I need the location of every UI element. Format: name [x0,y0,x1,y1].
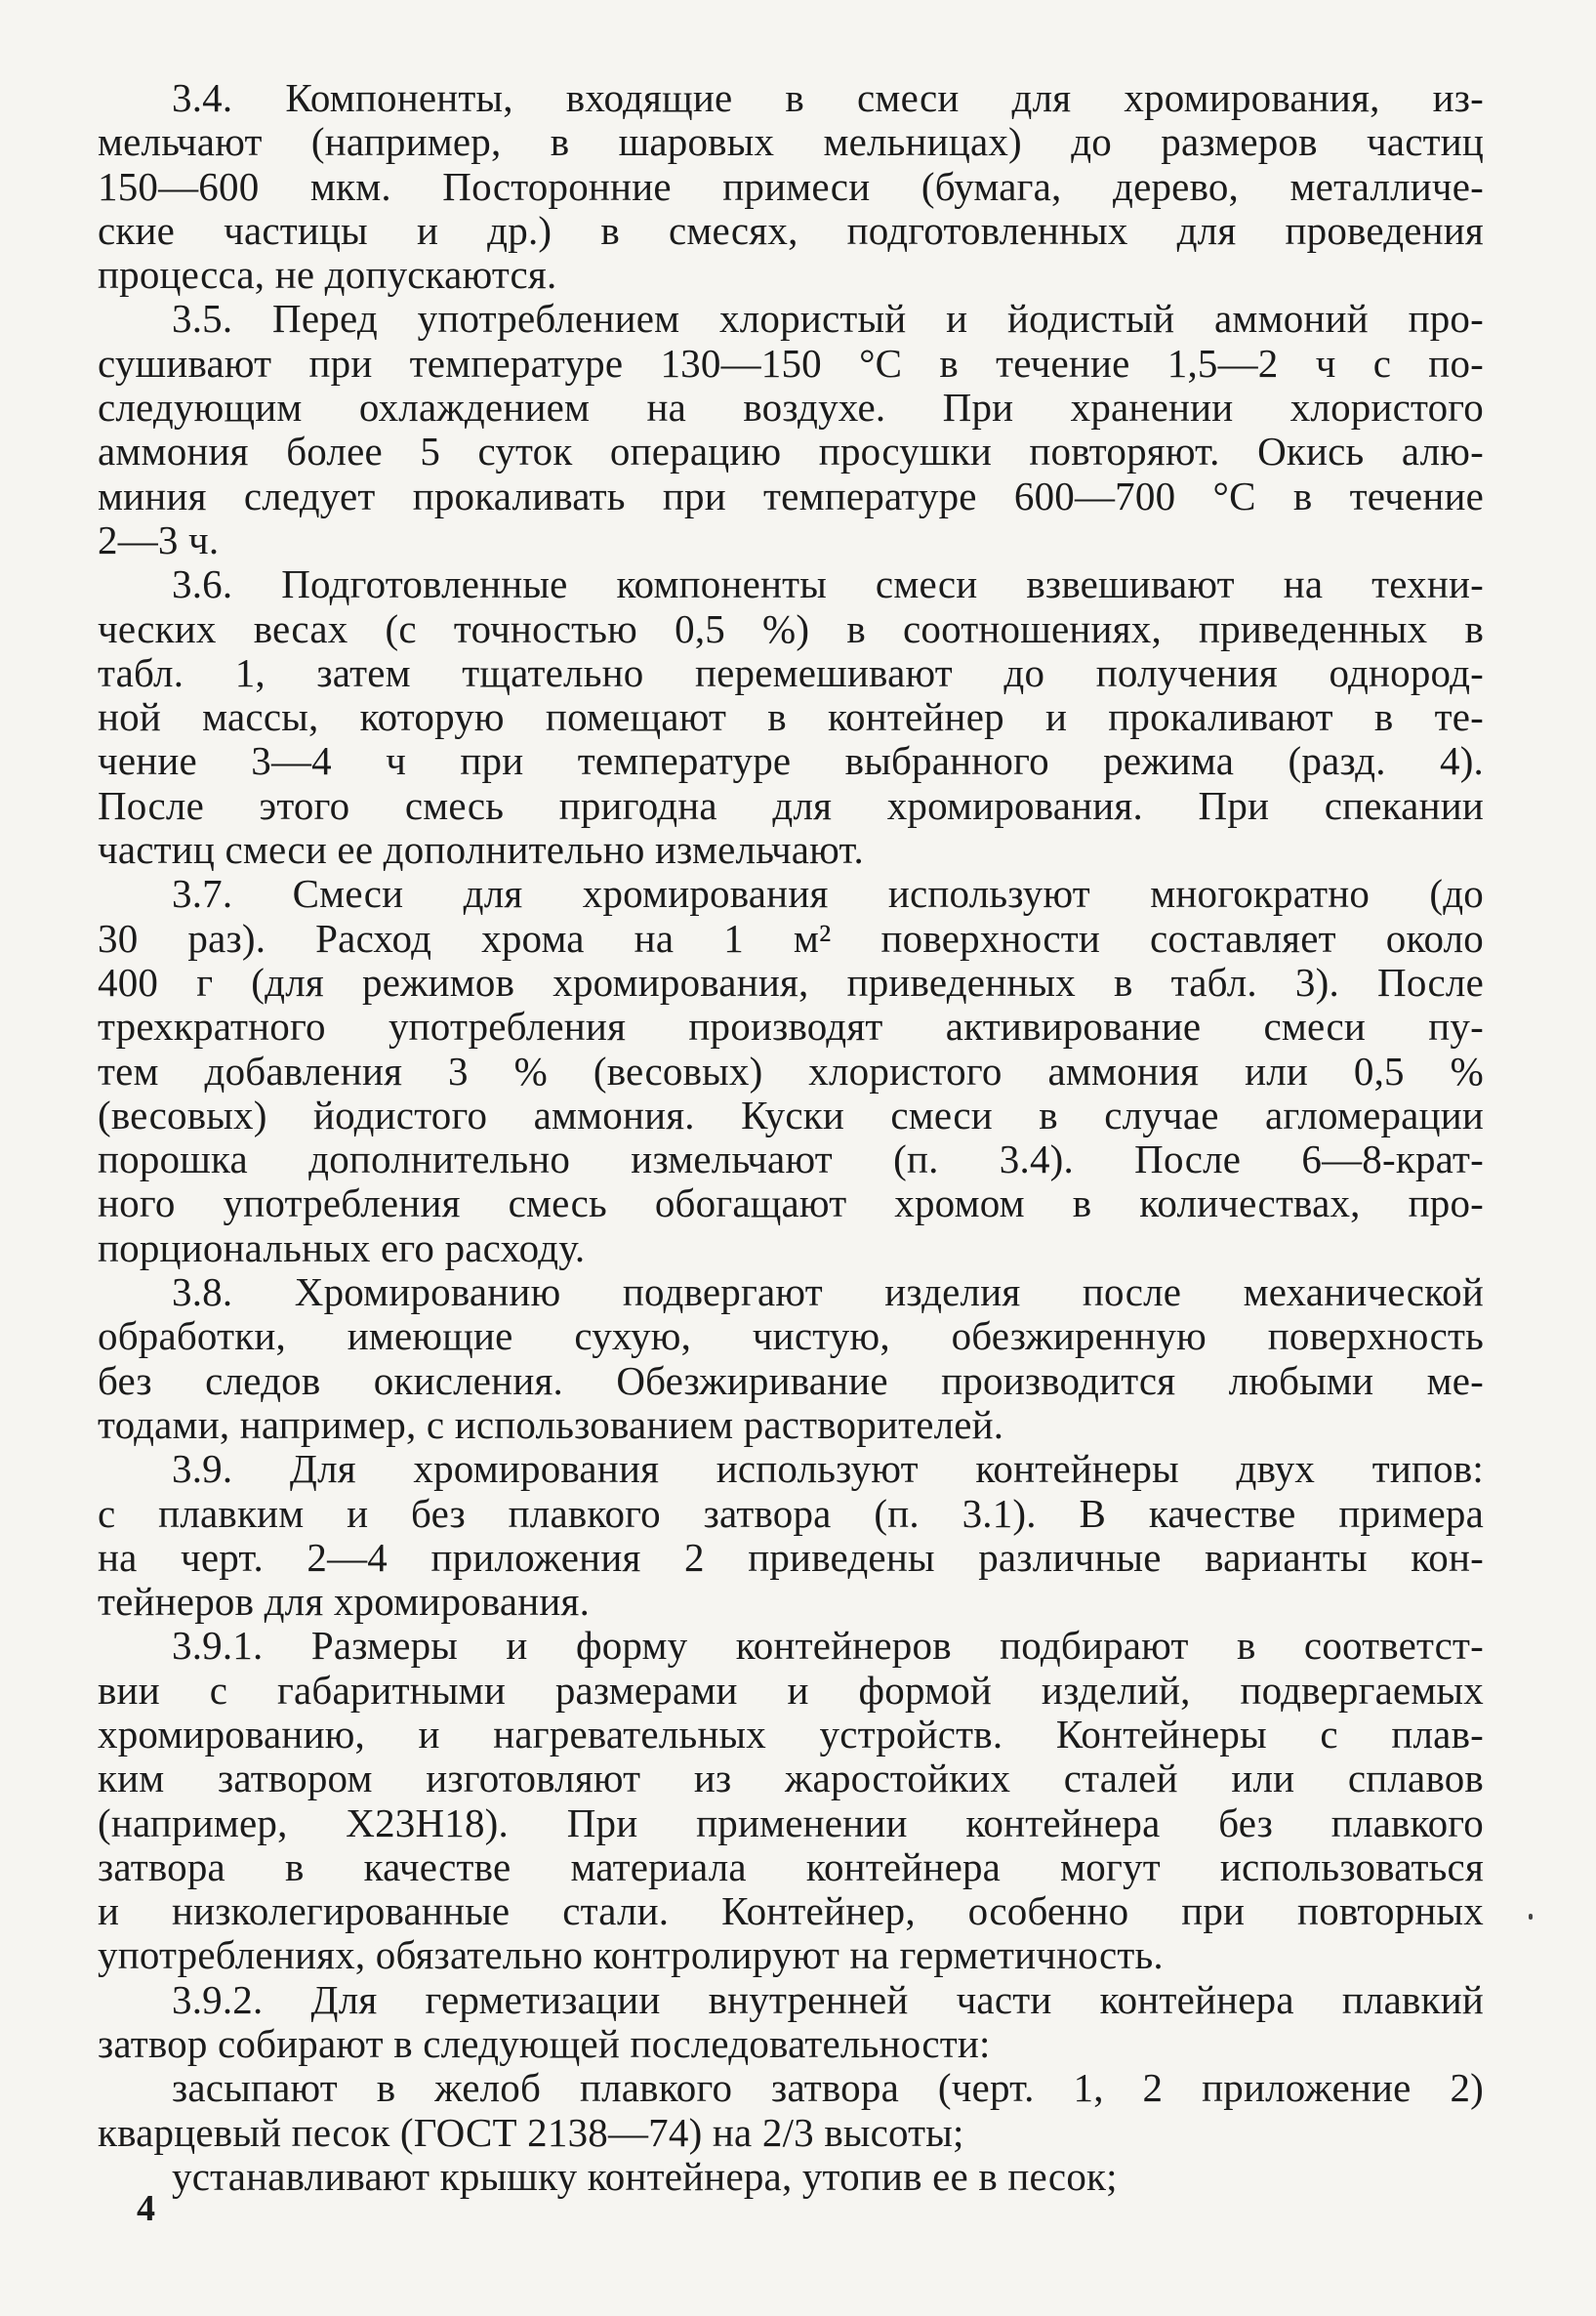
paragraph-3-6 [98,562,1484,872]
text-line: (например, Х23Н18). При применении контейнера без плавкого [98,1799,1484,1845]
text-line: сушивают при температуре 130—150 °С в течение 1,5—2 ч с по- [98,340,1484,386]
paragraph-3-9-2 [98,1978,1484,2067]
text-line: миния следует прокаливать при температуре 600—700 °С в течение [98,473,1484,518]
text-line: и низколегированные стали. Контейнер, особенно при повторных [98,1888,1484,1934]
paragraph-3-9 [98,1447,1484,1624]
procedure-step-2 [98,2155,1484,2199]
scan-speck [1529,1914,1533,1920]
text-line: засыпают в желоб плавкого затвора (черт. 1, 2 приложение 2) [172,2065,1484,2111]
text-line: процесса, не допускаются. [98,252,557,298]
paragraph-3-4 [98,76,1484,297]
procedure-step-1 [98,2066,1484,2155]
text-line: тейнеров для хромирования. [98,1579,591,1625]
text-line: 150—600 мкм. Посторонние примеси (бумага, дерево, металличе- [98,163,1484,209]
text-line: 400 г (для режимов хромирования, приведенных в табл. 3). После [98,959,1484,1005]
text-line: мельчают (например, в шаровых мельницах) до размеров частиц [98,119,1484,165]
text-line: порциональных его расходу. [98,1224,586,1270]
text-line: затвора в качестве материала контейнера могут использоваться [98,1843,1484,1889]
text-line: ким затвором изготовляют из жаростойких сталей или сплавов [98,1756,1484,1801]
text-line: тодами, например, с использованием растворителей. [98,1401,1004,1447]
text-line: 3.4. Компоненты, входящие в смеси для хромирования, из- [172,75,1484,120]
text-line: аммония более 5 суток операцию просушки повторяют. Окись алю- [98,429,1484,475]
text-line: ного употребления смесь обогащают хромом в количествах, про- [98,1180,1484,1226]
text-line: (весовых) йодистого аммония. Куски смеси в случае агломерации [98,1092,1484,1137]
text-line: ной массы, которую помещают в контейнер и прокаливают в те- [98,694,1484,740]
text-line: тем добавления 3 % (весовых) хлористого аммония или 0,5 % [98,1048,1484,1094]
text-line: устанавливают крышку контейнера, утопив ее в песок; [172,2153,1118,2199]
paragraph-3-7 [98,872,1484,1270]
text-line: 2—3 ч. [98,517,220,562]
text-line: 30 раз). Расход хрома на 1 м² поверхности составляет около [98,915,1484,961]
page-text [98,76,1484,2199]
text-line: табл. 1, затем тщательно перемешивают до получения однород- [98,649,1484,695]
text-line: обработки, имеющие сухую, чистую, обезжиренную поверхность [98,1313,1484,1359]
text-line: 3.8. Хромированию подвергают изделия после механической [172,1269,1484,1315]
text-line: 3.5. Перед употреблением хлористый и йодистый аммоний про- [172,296,1484,342]
text-line: следующим охлаждением на воздухе. При хранении хлористого [98,385,1484,431]
text-line: 3.9. Для хромирования используют контейнеры двух типов: [172,1446,1484,1492]
paragraph-3-8 [98,1270,1484,1447]
text-line: без следов окисления. Обезжиривание производится любыми ме- [98,1357,1484,1403]
text-line: на черт. 2—4 приложения 2 приведены различные варианты кон- [98,1534,1484,1580]
paragraph-3-9-1 [98,1624,1484,1977]
text-line: порошка дополнительно измельчают (п. 3.4). После 6—8-крат- [98,1137,1484,1182]
text-line: вии с габаритными размерами и формой изделий, подвергаемых [98,1667,1484,1713]
text-line: ческих весах (с точностью 0,5 %) в соотношениях, приведенных в [98,605,1484,651]
page-number: 4 [137,2188,155,2229]
text-line: 3.9.2. Для герметизации внутренней части контейнера плавкий [172,1976,1484,2022]
text-line: 3.7. Смеси для хромирования используют многократно (до [172,871,1484,917]
paragraph-3-5 [98,297,1484,562]
text-line: с плавким и без плавкого затвора (п. 3.1). В качестве примера [98,1490,1484,1536]
text-line: затвор собирают в следующей последовательности: [98,2021,991,2067]
text-line: хромированию, и нагревательных устройств. Контейнеры с плав- [98,1711,1484,1757]
text-line: частиц смеси ее дополнительно измельчают. [98,827,864,873]
text-line: трехкратного употребления производят активирование смеси пу- [98,1004,1484,1050]
text-line: ские частицы и др.) в смесях, подготовленных для проведения [98,207,1484,253]
text-line: кварцевый песок (ГОСТ 2138—74) на 2/3 высоты; [98,2109,964,2155]
text-line: После этого смесь пригодна для хромирования. При спекании [98,782,1484,828]
text-line: чение 3—4 ч при температуре выбранного режима (разд. 4). [98,738,1484,784]
text-line: 3.9.1. Размеры и форму контейнеров подбирают в соответст- [172,1623,1484,1669]
text-line: 3.6. Подготовленные компоненты смеси взвешивают на техни- [172,561,1484,607]
text-line: употреблениях, обязательно контролируют на герметичность. [98,1932,1164,1978]
